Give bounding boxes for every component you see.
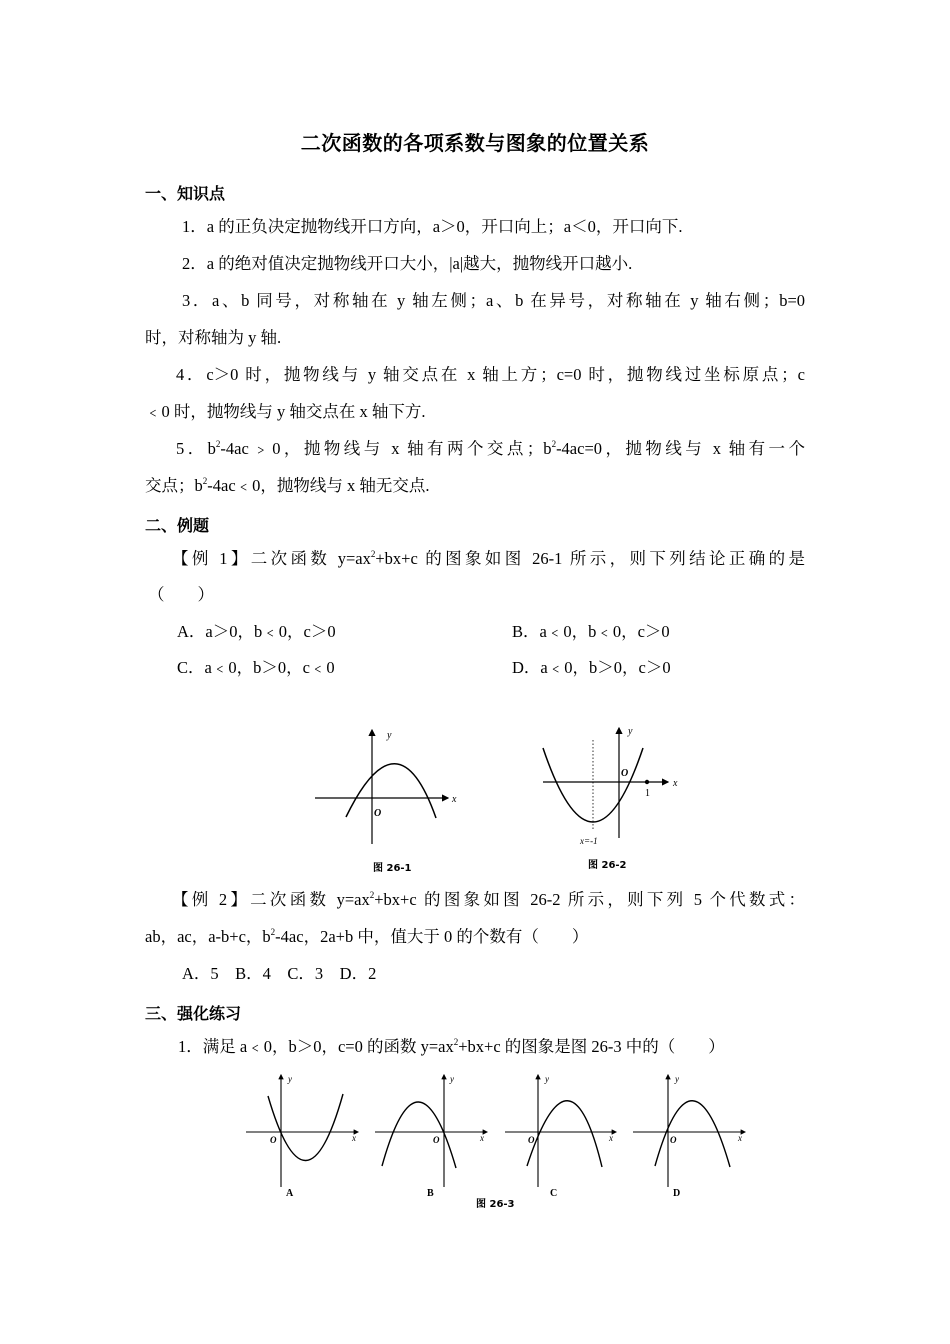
- knowledge-item-4: 4．c＞0 时，抛物线与 y 轴交点在 x 轴上方；c=0 时，抛物线过坐标原点；c: [176, 365, 805, 384]
- svg-text:O: O: [270, 1135, 277, 1145]
- section-heading-examples: 二、例题: [145, 516, 210, 535]
- figure-caption: 图 26-3: [476, 1199, 515, 1210]
- knowledge-item-5: 5．$b^2-4ac﹥0$，抛物线与 x 轴有两个交点；$b^2-4ac=0$，抛物线与 x 轴有一个: [176, 439, 805, 458]
- svg-text:x: x: [609, 1133, 613, 1143]
- knowledge-item-4-cont: ﹤0 时，抛物线与 y 轴交点在 x 轴下方.: [145, 402, 426, 421]
- page-title: 二次函数的各项系数与图象的位置关系: [300, 131, 650, 155]
- panel-label-a: A: [286, 1188, 294, 1199]
- example-1-option-b: B．a﹤0，b﹤0，c＞0: [512, 622, 670, 641]
- example-2-options: A．5 B．4 C．3 D．2: [182, 964, 377, 983]
- example-1-question: 【例 1】二次函数 $y=ax^2+bx+c$ 的图象如图 26-1 所示，则下列结论正确的是: [172, 549, 805, 568]
- section-heading-practice: 三、强化练习: [145, 1004, 242, 1023]
- knowledge-item-3: 3．a、b 同号，对称轴在 y 轴左侧；a、b 在异号，对称轴在 y 轴右侧；b=0: [182, 291, 805, 310]
- x-axis-label: x: [673, 778, 678, 789]
- svg-text:x: x: [352, 1133, 356, 1143]
- figure-caption: 图 26-1: [373, 863, 412, 874]
- example-1-option-c: C．a﹤0，b＞0，c﹤0: [177, 658, 335, 677]
- svg-text:y: y: [450, 1074, 454, 1084]
- svg-text:y: y: [675, 1074, 679, 1084]
- y-axis-label: y: [628, 726, 633, 737]
- example-2-question: 【例 2】二次函数 $y=ax^2+bx+c$ 的图象如图 26-2 所示，则下列 5 个代数式：: [172, 890, 805, 909]
- point-label: 1: [645, 788, 650, 799]
- svg-text:O: O: [528, 1135, 535, 1145]
- parabola-curve: [346, 764, 436, 818]
- panel-c: [505, 1074, 616, 1199]
- figure-26-1-graph: [310, 718, 460, 878]
- parabola-curve: [268, 1094, 343, 1161]
- figure-26-3-graphs: [240, 1065, 760, 1215]
- panel-label-c: C: [550, 1188, 558, 1199]
- point-marker: [645, 780, 649, 784]
- parabola-curve: [655, 1101, 730, 1167]
- svg-text:x: x: [738, 1133, 742, 1143]
- y-axis-label: y: [387, 730, 392, 741]
- svg-text:x: x: [480, 1133, 484, 1143]
- section-heading-knowledge: 一、知识点: [145, 184, 226, 203]
- panel-a: [246, 1074, 358, 1199]
- knowledge-item-3-cont: 时，对称轴为 y 轴.: [145, 328, 282, 347]
- example-2-question-cont: ab，ac，a-b+c，$b^2-4ac$，2a+b 中，值大于 0 的个数有（ ）: [145, 927, 589, 946]
- x-axis-label: x: [452, 794, 457, 805]
- figure-caption: 图 26-2: [588, 860, 627, 871]
- origin-label: O: [621, 768, 629, 779]
- svg-text:y: y: [288, 1074, 292, 1084]
- example-1-option-d: D．a﹤0，b＞0，c＞0: [512, 658, 671, 677]
- svg-text:O: O: [433, 1135, 440, 1145]
- panel-b: [375, 1074, 487, 1199]
- example-1-blank: （ ）: [148, 585, 214, 604]
- svg-text:y: y: [545, 1074, 549, 1084]
- symmetry-axis-label: x=-1: [580, 836, 598, 846]
- knowledge-item-1: 1．a 的正负决定抛物线开口方向，a＞0，开口向上；a＜0，开口向下.: [182, 217, 683, 236]
- figure-26-2-graph: [535, 718, 685, 878]
- svg-text:O: O: [670, 1135, 677, 1145]
- parabola-curve: [382, 1102, 456, 1168]
- panel-d: [633, 1074, 745, 1199]
- example-1-option-a: A．a＞0，b﹤0，c＞0: [177, 622, 336, 641]
- origin-label: O: [374, 808, 382, 819]
- knowledge-item-5-cont: 交点；$b^2-4ac﹤0$，抛物线与 x 轴无交点.: [145, 476, 430, 495]
- knowledge-item-2: 2．a 的绝对值决定抛物线开口大小，|a|越大，抛物线开口越小.: [182, 254, 633, 273]
- panel-label-b: B: [427, 1188, 434, 1199]
- practice-question-1: 1．满足 a﹤0，b＞0，c=0 的函数 $y=ax^2+bx+c$ 的图象是图 26-3 中的（ ）: [178, 1037, 725, 1056]
- panel-label-d: D: [673, 1188, 681, 1199]
